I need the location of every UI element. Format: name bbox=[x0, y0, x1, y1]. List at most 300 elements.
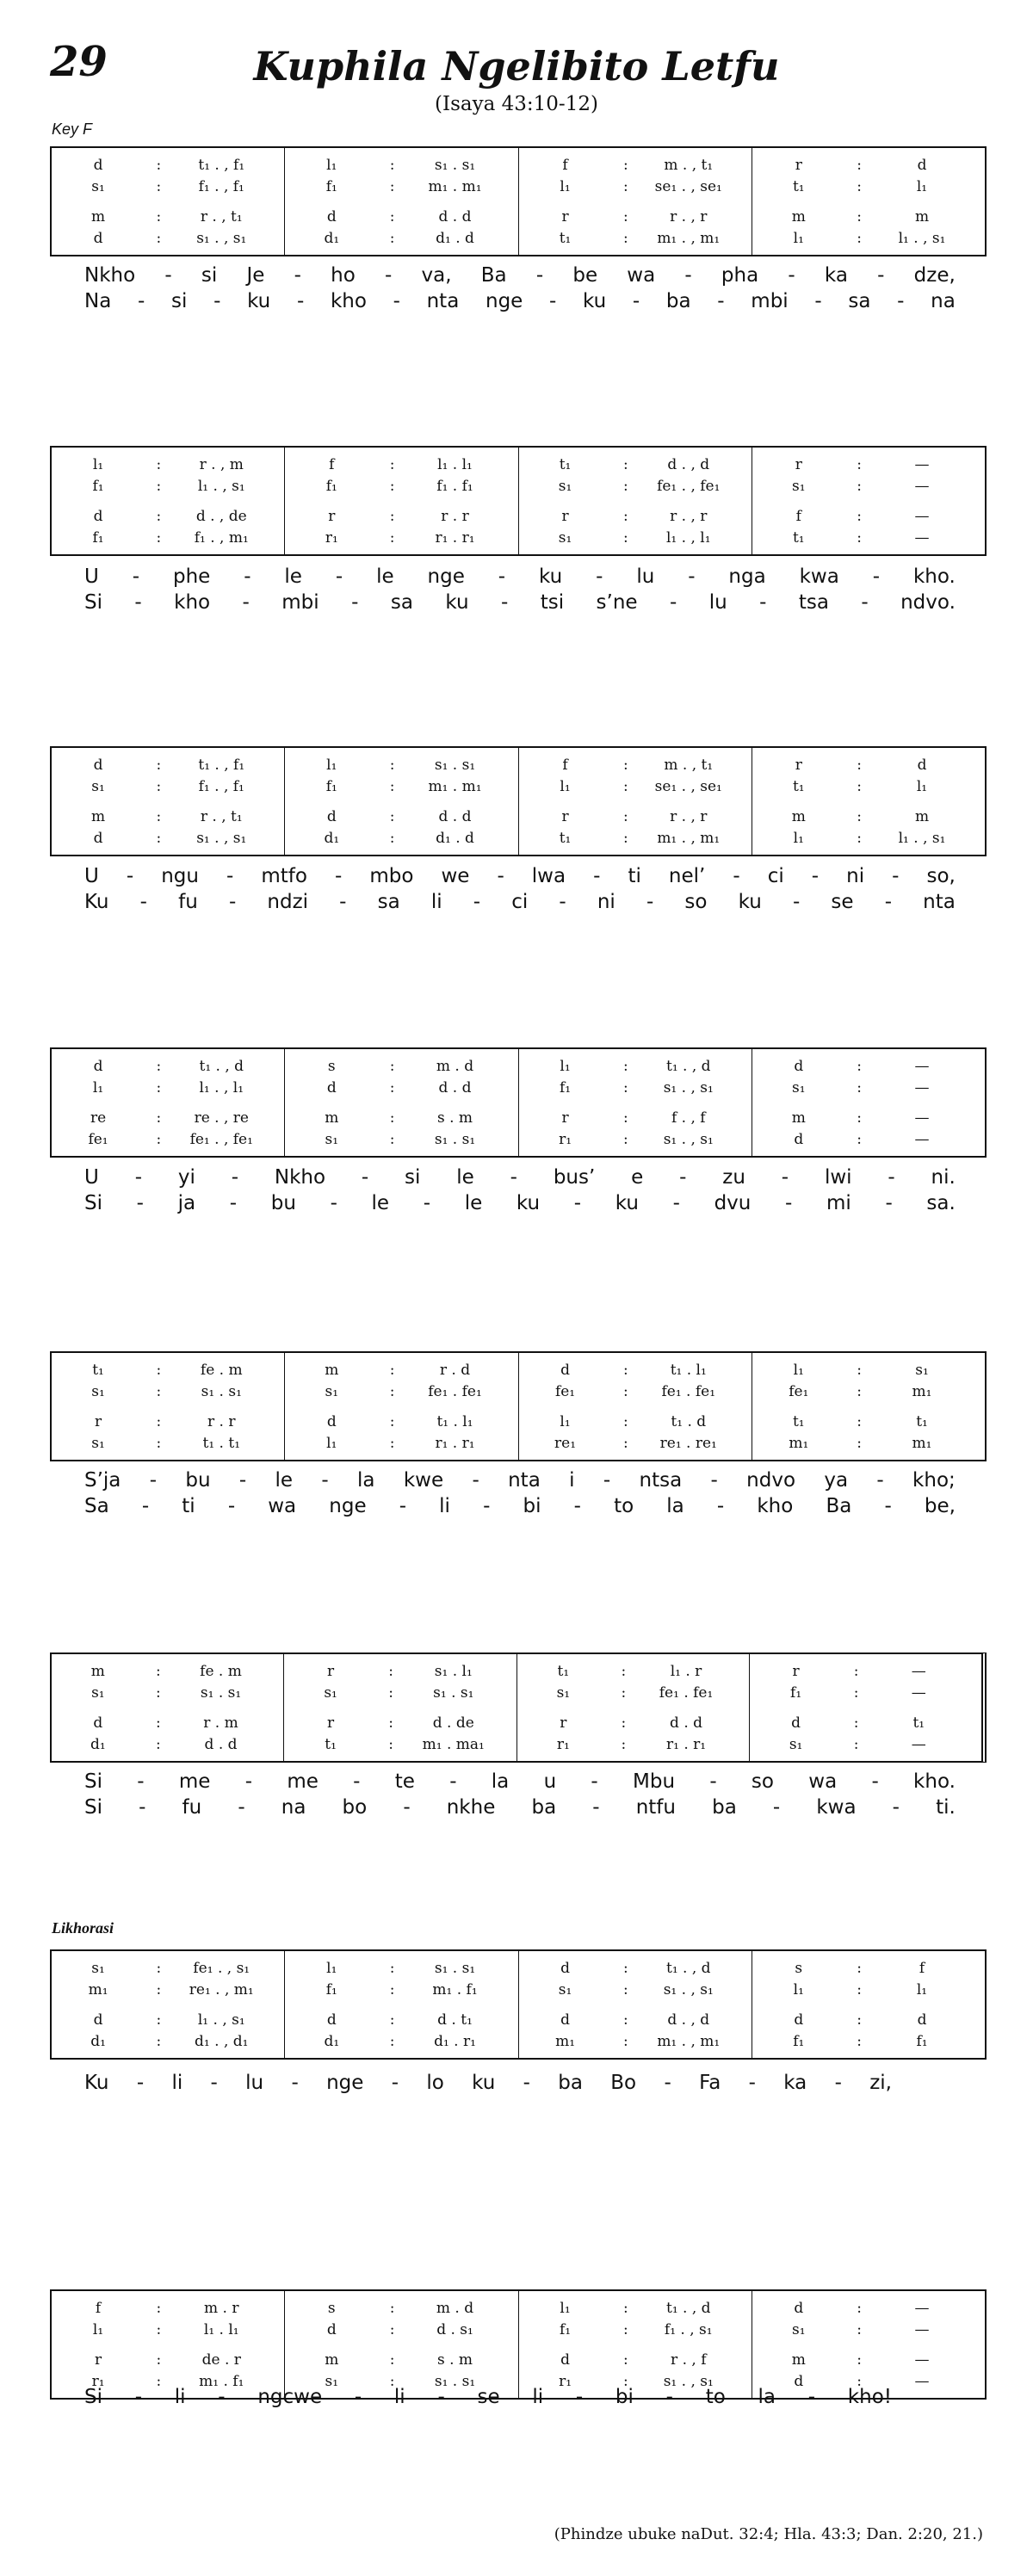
solfa-notes: d bbox=[794, 1130, 804, 1148]
lyric-syllable: la bbox=[758, 2386, 776, 2408]
voice-part bbox=[285, 754, 517, 775]
tonic-solfa-system bbox=[50, 146, 987, 256]
solfa-notes: — bbox=[911, 1662, 926, 1680]
voice-part bbox=[519, 176, 752, 197]
beat-separator: : bbox=[156, 455, 162, 473]
syllable-hyphen: - bbox=[884, 891, 893, 913]
lyric-syllable: ntfu bbox=[635, 1796, 676, 1819]
voice-part bbox=[750, 1682, 981, 1703]
lyric-syllable: i bbox=[569, 1469, 575, 1492]
solfa-notes: m bbox=[90, 807, 106, 825]
syllable-hyphen: - bbox=[391, 2072, 399, 2094]
solfa-notes: d . d bbox=[438, 207, 472, 225]
solfa-notes: m bbox=[90, 207, 106, 225]
lyric-syllable: nge bbox=[427, 565, 465, 588]
syllable-hyphen: - bbox=[231, 1166, 239, 1189]
solfa-notes: l₁ . l₁ bbox=[437, 455, 473, 473]
beat-separator: : bbox=[622, 455, 628, 473]
syllable-hyphen: - bbox=[679, 1166, 687, 1189]
beat-separator: : bbox=[156, 528, 162, 547]
syllable-hyphen: - bbox=[603, 1469, 611, 1492]
tonic-solfa-system bbox=[50, 1652, 987, 1763]
solfa-notes: f₁ bbox=[790, 1683, 802, 1702]
solfa-notes: r₁ bbox=[559, 1130, 572, 1148]
beat-separator: : bbox=[156, 756, 162, 774]
lyric-syllable: Si bbox=[84, 591, 102, 614]
solfa-notes: d bbox=[794, 2372, 804, 2390]
measure bbox=[52, 1049, 284, 1156]
solfa-notes: l₁ bbox=[560, 1412, 571, 1430]
lyric-syllable: we bbox=[441, 865, 470, 887]
solfa-notes: s₁ . s₁ bbox=[434, 156, 476, 174]
syllable-hyphen: - bbox=[227, 1495, 236, 1517]
solfa-notes: fe₁ . , s₁ bbox=[193, 1959, 251, 1977]
measure bbox=[518, 1353, 752, 1460]
syllable-hyphen: - bbox=[814, 290, 822, 312]
syllable-hyphen: - bbox=[498, 565, 506, 588]
beat-separator: : bbox=[622, 1057, 628, 1075]
solfa-notes: t₁ . l₁ bbox=[436, 1412, 473, 1430]
voice-part bbox=[517, 1660, 749, 1682]
measure bbox=[284, 1951, 517, 2058]
lyric-syllable: mbi bbox=[281, 591, 319, 614]
lyric-syllable: li bbox=[174, 2386, 186, 2408]
syllable-hyphen: - bbox=[892, 865, 900, 887]
solfa-notes: t₁ bbox=[325, 1735, 337, 1753]
beat-separator: : bbox=[389, 1078, 395, 1096]
lyric-syllable: ni. bbox=[931, 1166, 956, 1189]
solfa-notes: — bbox=[914, 455, 930, 473]
syllable-hyphen: - bbox=[164, 264, 172, 287]
solfa-notes: d₁ bbox=[324, 229, 340, 247]
solfa-notes: s₁ bbox=[789, 1735, 803, 1753]
beat-separator: : bbox=[857, 2320, 862, 2338]
syllable-hyphen: - bbox=[437, 2386, 445, 2408]
solfa-notes: r . r bbox=[441, 507, 469, 525]
beat-separator: : bbox=[853, 1735, 859, 1753]
syllable-hyphen: - bbox=[591, 1770, 598, 1793]
beat-separator: : bbox=[156, 207, 162, 225]
solfa-notes: t₁ bbox=[916, 1412, 928, 1430]
syllable-hyphen: - bbox=[483, 1495, 491, 1517]
voice-part bbox=[285, 1077, 517, 1098]
lyric-syllable: Ku bbox=[84, 2072, 109, 2094]
solfa-notes: m₁ bbox=[912, 1434, 932, 1452]
solfa-notes: s₁ bbox=[325, 1130, 339, 1148]
syllable-hyphen: - bbox=[523, 2072, 530, 2094]
solfa-notes: s₁ . s₁ bbox=[434, 2372, 476, 2390]
beat-separator: : bbox=[389, 756, 395, 774]
solfa-notes: m₁ bbox=[88, 1980, 108, 1998]
lyrics-block bbox=[50, 2384, 987, 2410]
lyric-syllable: nkhe bbox=[446, 1796, 496, 1819]
solfa-notes: d . de bbox=[432, 1714, 474, 1732]
voice-part bbox=[752, 754, 985, 775]
solfa-notes: m₁ . m₁ bbox=[428, 177, 482, 195]
solfa-notes: r bbox=[560, 1714, 567, 1732]
voice-part bbox=[52, 2297, 284, 2319]
solfa-notes: r₁ . r₁ bbox=[435, 528, 475, 547]
syllable-hyphen: - bbox=[709, 1770, 717, 1793]
solfa-notes: f₁ bbox=[325, 777, 337, 795]
solfa-notes: d . t₁ bbox=[437, 2011, 473, 2029]
beat-separator: : bbox=[389, 1412, 395, 1430]
solfa-notes: s₁ bbox=[91, 1434, 105, 1452]
solfa-notes: l₁ bbox=[326, 756, 337, 774]
voice-part bbox=[752, 1411, 985, 1432]
solfa-notes: s₁ . s₁ bbox=[201, 1382, 242, 1400]
lyric-syllable: bu bbox=[270, 1192, 296, 1214]
solfa-notes: d bbox=[794, 2299, 804, 2317]
lyric-syllable: mbi bbox=[751, 290, 789, 312]
beat-separator: : bbox=[622, 2351, 628, 2369]
solfa-notes: fe₁ . fe₁ bbox=[659, 1683, 714, 1702]
lyric-syllable: kho; bbox=[912, 1469, 956, 1492]
beat-separator: : bbox=[622, 1959, 628, 1977]
syllable-hyphen: - bbox=[213, 290, 221, 312]
lyric-syllable: Nkho bbox=[84, 264, 136, 287]
lyrics-block bbox=[50, 1164, 987, 1216]
syllable-hyphen: - bbox=[339, 891, 347, 913]
syllable-hyphen: - bbox=[399, 1495, 407, 1517]
voice-part bbox=[52, 1381, 284, 1402]
syllable-hyphen: - bbox=[575, 2386, 584, 2408]
solfa-notes: t₁ bbox=[92, 1361, 104, 1379]
beat-separator: : bbox=[622, 1130, 628, 1148]
voice-part bbox=[52, 2349, 284, 2370]
solfa-notes: t₁ bbox=[912, 1714, 925, 1732]
voice-part bbox=[752, 475, 985, 497]
beat-separator: : bbox=[622, 1078, 628, 1096]
solfa-notes: f₁ bbox=[325, 1980, 337, 1998]
solfa-notes: d bbox=[93, 829, 103, 847]
lyric-syllable: ka bbox=[824, 264, 848, 287]
beat-separator: : bbox=[622, 1412, 628, 1430]
voice-part bbox=[519, 454, 752, 475]
solfa-notes: fe₁ . fe₁ bbox=[428, 1382, 482, 1400]
scripture-reference: (Isaya 43:10-12) bbox=[435, 93, 598, 115]
syllable-hyphen: - bbox=[244, 565, 251, 588]
syllable-hyphen: - bbox=[876, 1469, 884, 1492]
lyric-syllable: me bbox=[287, 1770, 319, 1793]
voice-part bbox=[519, 806, 752, 827]
syllable-hyphen: - bbox=[688, 565, 696, 588]
lyric-syllable: be bbox=[572, 264, 598, 287]
syllable-hyphen: - bbox=[385, 264, 393, 287]
voice-part bbox=[285, 1957, 517, 1979]
lyric-syllable: mbo bbox=[369, 865, 414, 887]
solfa-notes: s₁ bbox=[91, 1683, 105, 1702]
solfa-notes: d bbox=[326, 1412, 337, 1430]
solfa-notes: t₁ . , d bbox=[665, 2299, 711, 2317]
voice-part bbox=[52, 775, 284, 797]
voice-part bbox=[519, 505, 752, 527]
syllable-hyphen: - bbox=[138, 290, 145, 312]
voice-part bbox=[285, 505, 517, 527]
beat-separator: : bbox=[156, 2011, 162, 2029]
voice-part bbox=[519, 1411, 752, 1432]
solfa-notes: d₁ . d bbox=[436, 229, 474, 247]
beat-separator: : bbox=[857, 807, 862, 825]
solfa-notes: m bbox=[791, 807, 806, 825]
lyric-syllable: sa bbox=[390, 591, 413, 614]
voice-part bbox=[519, 1432, 752, 1454]
voice-part bbox=[519, 775, 752, 797]
voice-part bbox=[752, 1359, 985, 1381]
syllable-hyphen: - bbox=[134, 591, 142, 614]
lyric-syllable: Bo bbox=[610, 2072, 637, 2094]
lyric-syllable: U bbox=[84, 865, 99, 887]
syllable-hyphen: - bbox=[892, 1796, 900, 1819]
measure bbox=[284, 2291, 517, 2398]
solfa-notes: m . r bbox=[204, 2299, 239, 2317]
lyric-syllable: bus’ bbox=[553, 1166, 596, 1189]
voice-part bbox=[519, 1055, 752, 1077]
solfa-notes: d bbox=[326, 207, 337, 225]
lyric-syllable: to bbox=[614, 1495, 634, 1517]
lyric-syllable: ku bbox=[472, 2072, 496, 2094]
voice-part bbox=[519, 1128, 752, 1150]
beat-separator: : bbox=[857, 756, 862, 774]
beat-separator: : bbox=[389, 777, 395, 795]
solfa-notes: s₁ . s₁ bbox=[433, 1683, 474, 1702]
measure bbox=[752, 2291, 985, 2398]
voice-part bbox=[52, 1432, 284, 1454]
solfa-notes: d . d bbox=[438, 807, 472, 825]
measure bbox=[752, 748, 985, 855]
lyric-syllable: nge bbox=[326, 2072, 364, 2094]
voice-part bbox=[519, 1107, 752, 1128]
lyric-syllable: nge bbox=[486, 290, 523, 312]
solfa-notes: d . s₁ bbox=[436, 2320, 473, 2338]
voice-part bbox=[519, 827, 752, 849]
lyric-syllable: li bbox=[430, 891, 442, 913]
voice-part bbox=[752, 1077, 985, 1098]
syllable-hyphen: - bbox=[132, 565, 140, 588]
solfa-notes: fe₁ bbox=[88, 1130, 108, 1148]
solfa-notes: — bbox=[914, 2372, 930, 2390]
solfa-notes: m₁ . f₁ bbox=[199, 2372, 244, 2390]
lyric-syllable: bo bbox=[342, 1796, 368, 1819]
solfa-notes: l₁ . , s₁ bbox=[197, 477, 245, 495]
lyric-syllable: le bbox=[456, 1166, 474, 1189]
syllable-hyphen: - bbox=[449, 1770, 457, 1793]
lyric-syllable: kho bbox=[174, 591, 211, 614]
syllable-hyphen: - bbox=[646, 891, 654, 913]
voice-part bbox=[752, 206, 985, 227]
beat-separator: : bbox=[622, 1980, 628, 1998]
solfa-notes: r bbox=[795, 156, 802, 174]
syllable-hyphen: - bbox=[592, 1796, 600, 1819]
solfa-notes: r . , r bbox=[670, 507, 708, 525]
beat-separator: : bbox=[622, 829, 628, 847]
lyric-syllable: le bbox=[376, 565, 394, 588]
syllable-hyphen: - bbox=[664, 2072, 671, 2094]
lyric-syllable: ndvo bbox=[746, 1469, 796, 1492]
solfa-notes: t₁ bbox=[792, 177, 805, 195]
lyric-syllable: kho! bbox=[847, 2386, 892, 2408]
voice-part bbox=[284, 1682, 516, 1703]
measure bbox=[284, 748, 517, 855]
voice-part bbox=[519, 2030, 752, 2052]
measure bbox=[52, 748, 284, 855]
hymn-title: Kuphila Ngelibito Letfu bbox=[253, 43, 780, 90]
voice-part bbox=[284, 1660, 516, 1682]
solfa-notes: f₁ . , m₁ bbox=[194, 528, 249, 547]
lyric-line bbox=[50, 1493, 987, 1519]
lyrics-block bbox=[50, 2070, 987, 2096]
voice-part bbox=[519, 527, 752, 548]
solfa-notes: m bbox=[914, 207, 930, 225]
lyric-syllable: zu bbox=[722, 1166, 745, 1189]
solfa-notes: s₁ . s₁ bbox=[200, 1683, 242, 1702]
syllable-hyphen: - bbox=[717, 290, 725, 312]
beat-separator: : bbox=[156, 807, 162, 825]
solfa-notes: se₁ . , se₁ bbox=[654, 777, 722, 795]
solfa-notes: d₁ bbox=[324, 829, 340, 847]
solfa-notes: r bbox=[561, 207, 569, 225]
solfa-notes: t₁ bbox=[559, 455, 572, 473]
voice-part bbox=[752, 2297, 985, 2319]
beat-separator: : bbox=[621, 1714, 627, 1732]
beat-separator: : bbox=[622, 777, 628, 795]
solfa-notes: s₁ bbox=[558, 1980, 572, 1998]
tonic-solfa-system bbox=[50, 1047, 987, 1158]
solfa-notes: r₁ bbox=[559, 2372, 572, 2390]
lyric-syllable: kwe bbox=[403, 1469, 444, 1492]
lyric-syllable: si bbox=[405, 1166, 421, 1189]
voice-part bbox=[52, 1733, 283, 1755]
solfa-notes: s₁ bbox=[325, 1382, 339, 1400]
solfa-notes: — bbox=[911, 1735, 926, 1753]
lyric-syllable: ci bbox=[511, 891, 529, 913]
lyric-line bbox=[50, 1467, 987, 1493]
solfa-notes: d bbox=[93, 229, 103, 247]
solfa-notes: s₁ bbox=[91, 777, 105, 795]
voice-part bbox=[285, 454, 517, 475]
lyric-syllable: ndzi bbox=[267, 891, 309, 913]
solfa-notes: d bbox=[917, 2011, 927, 2029]
solfa-notes: m bbox=[325, 1109, 339, 1127]
solfa-notes: m₁ bbox=[912, 1382, 932, 1400]
solfa-notes: s₁ bbox=[91, 1959, 105, 1977]
syllable-hyphen: - bbox=[139, 1796, 146, 1819]
beat-separator: : bbox=[389, 507, 395, 525]
measure bbox=[518, 148, 752, 255]
solfa-notes: d bbox=[560, 2011, 570, 2029]
lyrics-block bbox=[50, 863, 987, 915]
voice-part bbox=[285, 2297, 517, 2319]
voice-part bbox=[285, 154, 517, 176]
beat-separator: : bbox=[622, 1382, 628, 1400]
voice-part bbox=[517, 1712, 749, 1733]
lyric-syllable: lwi bbox=[824, 1166, 852, 1189]
lyric-syllable: so bbox=[684, 891, 708, 913]
lyric-syllable: ndvo. bbox=[900, 591, 956, 614]
syllable-hyphen: - bbox=[393, 290, 400, 312]
solfa-notes: fe₁ bbox=[789, 1382, 809, 1400]
beat-separator: : bbox=[156, 2299, 162, 2317]
beat-separator: : bbox=[622, 1434, 628, 1452]
voice-part bbox=[517, 1733, 749, 1755]
syllable-hyphen: - bbox=[238, 1796, 245, 1819]
lyric-syllable: nta bbox=[508, 1469, 541, 1492]
lyric-syllable: lwa bbox=[531, 865, 566, 887]
beat-separator: : bbox=[156, 507, 162, 525]
lyric-syllable: Si bbox=[84, 1796, 102, 1819]
lyric-syllable: ba bbox=[665, 290, 691, 312]
syllable-hyphen: - bbox=[792, 891, 801, 913]
lyric-syllable: la bbox=[666, 1495, 684, 1517]
voice-part bbox=[519, 2009, 752, 2030]
measure bbox=[749, 1654, 981, 1761]
lyric-syllable: ti bbox=[182, 1495, 195, 1517]
lyric-line bbox=[50, 889, 987, 915]
solfa-notes: re₁ . re₁ bbox=[659, 1434, 717, 1452]
measure bbox=[284, 1049, 517, 1156]
voice-part bbox=[285, 1411, 517, 1432]
lyric-syllable: kho bbox=[330, 290, 367, 312]
beat-separator: : bbox=[388, 1683, 393, 1702]
lyric-syllable: li bbox=[532, 2386, 544, 2408]
solfa-notes: d bbox=[917, 156, 927, 174]
solfa-notes: s₁ bbox=[558, 477, 572, 495]
solfa-notes: — bbox=[914, 528, 930, 547]
solfa-notes: t₁ . d bbox=[671, 1412, 707, 1430]
lyric-syllable: Na bbox=[84, 290, 112, 312]
beat-separator: : bbox=[857, 1057, 862, 1075]
lyric-line bbox=[50, 1795, 987, 1820]
solfa-notes: f bbox=[329, 455, 335, 473]
solfa-notes: m . , t₁ bbox=[664, 156, 714, 174]
lyric-syllable: me bbox=[178, 1770, 211, 1793]
lyric-syllable: ka bbox=[783, 2072, 807, 2094]
lyric-syllable: ngu bbox=[161, 865, 199, 887]
lyric-syllable: fu bbox=[178, 891, 198, 913]
beat-separator: : bbox=[857, 1412, 862, 1430]
voice-part bbox=[752, 527, 985, 548]
syllable-hyphen: - bbox=[807, 2386, 816, 2408]
beat-separator: : bbox=[389, 156, 395, 174]
lyric-syllable: fu bbox=[182, 1796, 202, 1819]
solfa-notes: l₁ bbox=[326, 1959, 337, 1977]
solfa-notes: l₁ bbox=[92, 455, 104, 473]
solfa-notes: t₁ . l₁ bbox=[670, 1361, 707, 1379]
lyrics-block bbox=[50, 1769, 987, 1820]
beat-separator: : bbox=[156, 2351, 162, 2369]
solfa-notes: r₁ . r₁ bbox=[435, 1434, 475, 1452]
lyric-syllable: Fa bbox=[699, 2072, 721, 2094]
syllable-hyphen: - bbox=[510, 1166, 517, 1189]
solfa-notes: l₁ . , s₁ bbox=[898, 829, 946, 847]
solfa-notes: d bbox=[917, 756, 927, 774]
solfa-notes: re bbox=[90, 1109, 107, 1127]
lyric-syllable: ntsa bbox=[639, 1469, 683, 1492]
solfa-notes: s₁ bbox=[556, 1683, 571, 1702]
voice-part bbox=[285, 206, 517, 227]
beat-separator: : bbox=[857, 507, 862, 525]
voice-part bbox=[52, 475, 284, 497]
beat-separator: : bbox=[156, 1361, 162, 1379]
voice-part bbox=[752, 1381, 985, 1402]
syllable-hyphen: - bbox=[141, 1495, 150, 1517]
measure bbox=[52, 448, 284, 554]
voice-part bbox=[519, 1979, 752, 2000]
voice-part bbox=[52, 1712, 283, 1733]
solfa-notes: m . d bbox=[436, 2299, 474, 2317]
solfa-notes: f₁ . , f₁ bbox=[198, 777, 244, 795]
solfa-notes: fe . m bbox=[200, 1361, 243, 1379]
